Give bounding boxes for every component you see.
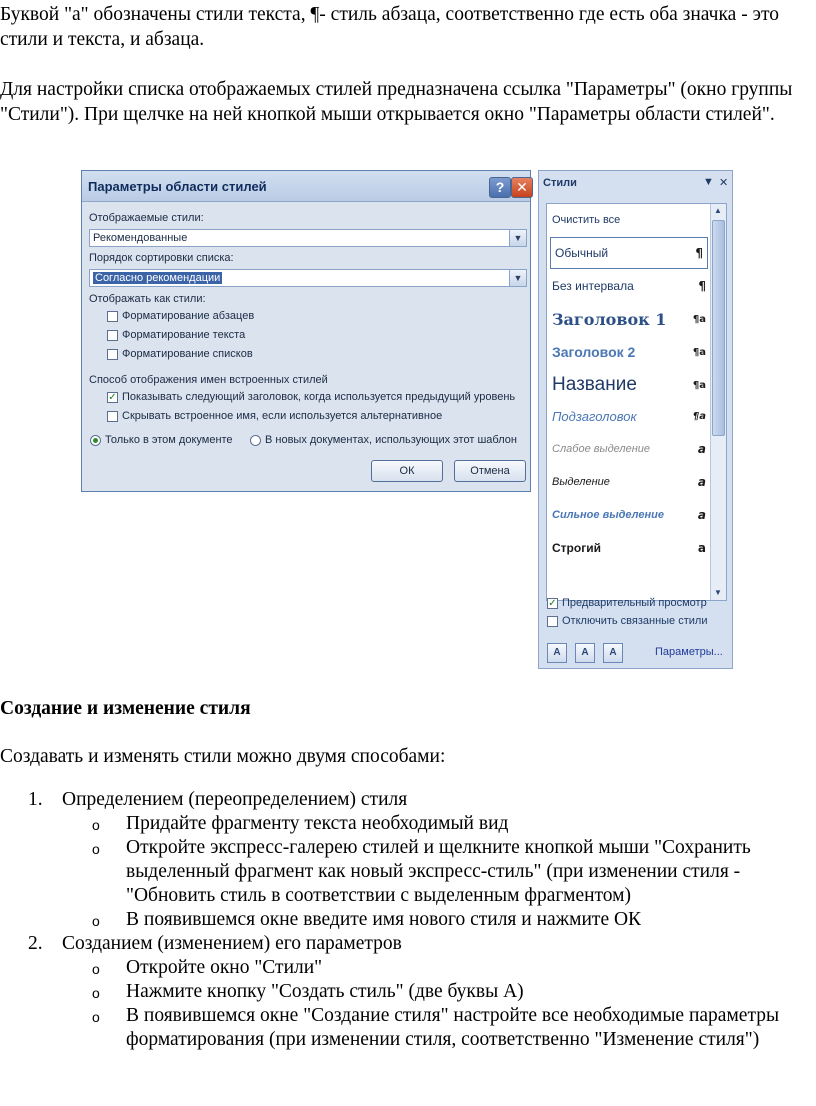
help-button[interactable]: ?	[489, 177, 511, 198]
linked-style-icon: ¶a	[692, 411, 706, 422]
radio-selected-icon[interactable]	[90, 435, 101, 446]
style-strong[interactable]	[552, 541, 706, 555]
intro-paragraph-1: Буквой "a" обозначены стили текста, ¶- стиль абзаца, соответственно где есть оба значка - это стили и текста, и абзаца.	[0, 4, 779, 50]
bullet: o	[92, 1009, 100, 1025]
shown-styles-select[interactable]	[89, 229, 527, 247]
sub-item-text: В появившемся окне "Создание стиля" настройте все необходимые параметры форматирования (при изменении стиля, соответственно "Изменение стиля")	[126, 1005, 780, 1050]
list-number: 2.	[28, 933, 43, 954]
style-label: Обычный	[555, 246, 609, 260]
sub-item-text: Откройте окно "Стили"	[126, 957, 323, 978]
style-label: Строгий	[552, 541, 601, 555]
scroll-down-icon[interactable]: ▼	[714, 588, 722, 597]
style-inspector-icon[interactable]: A	[575, 643, 595, 663]
style-title[interactable]	[552, 374, 706, 396]
builtin-label: Способ отображения имен встроенных стилей	[89, 374, 328, 386]
sub-item-text: В появившемся окне введите имя нового стиля и нажмите ОК	[126, 909, 642, 930]
paragraph-mark-icon: ¶	[695, 246, 703, 260]
list-item	[0, 932, 812, 956]
styles-pane	[538, 170, 733, 669]
sub-item-text: Придайте фрагменту текста необходимый вид	[126, 813, 509, 834]
checkbox-label: Форматирование списков	[122, 348, 253, 360]
style-label: Слабое выделение	[552, 443, 651, 455]
checkbox-icon[interactable]	[547, 616, 558, 627]
chevron-down-icon[interactable]: ▼	[509, 230, 526, 246]
new-style-icon[interactable]: A	[547, 643, 567, 663]
paragraph-mark-icon: ¶	[698, 279, 706, 293]
checkmark-icon[interactable]: ✓	[548, 597, 557, 609]
methods-list	[0, 788, 812, 1052]
character-style-icon: a	[697, 475, 706, 489]
style-no-spacing[interactable]	[552, 279, 706, 293]
sub-list-item	[0, 908, 812, 932]
radio-icon[interactable]	[250, 435, 261, 446]
style-label: Сильное выделение	[552, 509, 664, 521]
sub-list-item	[0, 836, 812, 908]
linked-style-icon: ¶a	[692, 314, 706, 325]
radio-new-documents[interactable]	[250, 434, 517, 446]
close-button[interactable]: ✕	[511, 177, 533, 198]
bullet: o	[92, 913, 100, 929]
section-heading: Создание и изменение стиля	[0, 698, 251, 719]
cancel-button[interactable]: Отмена	[454, 460, 526, 482]
ok-button[interactable]: ОК	[371, 460, 443, 482]
list-number: 1.	[28, 789, 43, 810]
list-item	[0, 788, 812, 812]
show-next-heading-checkbox[interactable]	[107, 391, 515, 403]
sub-list	[0, 956, 812, 1052]
style-intense-emphasis[interactable]	[552, 508, 706, 522]
style-label: Очистить все	[552, 214, 621, 226]
style-normal[interactable]	[550, 237, 708, 269]
sub-item-text: Нажмите кнопку "Создать стиль" (две буквы А)	[126, 981, 524, 1002]
linked-style-icon: ¶a	[692, 346, 706, 358]
sub-list-item	[0, 812, 812, 836]
show-lists-checkbox[interactable]	[107, 348, 253, 360]
pane-close-icon[interactable]: ✕	[719, 177, 729, 189]
bullet: o	[92, 817, 100, 833]
checkbox-label: Предварительный просмотр	[562, 597, 707, 609]
pane-menu-icon[interactable]: ▼	[703, 176, 714, 188]
section-lead: Создавать и изменять стили можно двумя способами:	[0, 746, 446, 767]
bullet: o	[92, 961, 100, 977]
sub-item-text: Откройте экспресс-галерею стилей и щелкните кнопкой мыши "Сохранить выделенный фрагмент как новый экспресс-стиль" (при изменении стиля - "Обновить стиль в соответствии с выделенным фрагментом)	[126, 837, 751, 906]
radio-label: Только в этом документе	[105, 434, 233, 446]
checkbox-label: Показывать следующий заголовок, когда используется предыдущий уровень	[122, 391, 516, 403]
style-clear-all[interactable]	[552, 214, 706, 226]
sort-select[interactable]	[89, 269, 527, 287]
style-label: Без интервала	[552, 279, 634, 293]
checkbox-icon[interactable]	[107, 311, 118, 322]
checkbox-label: Форматирование абзацев	[122, 310, 255, 322]
show-text-checkbox[interactable]	[107, 329, 245, 341]
scroll-thumb[interactable]	[712, 220, 725, 436]
radio-this-document[interactable]	[90, 434, 233, 446]
preview-checkbox[interactable]	[547, 597, 707, 609]
scroll-up-icon[interactable]: ▲	[714, 206, 722, 215]
style-label: Заголовок 2	[552, 344, 636, 360]
linked-style-icon: ¶a	[692, 379, 706, 391]
shown-styles-label: Отображаемые стили:	[89, 212, 204, 224]
show-paragraph-checkbox[interactable]	[107, 310, 254, 322]
sub-list-container	[0, 812, 812, 932]
styles-options-dialog	[81, 170, 531, 492]
chevron-down-icon[interactable]: ▼	[509, 270, 526, 286]
pane-title: Стили	[543, 177, 577, 189]
checkbox-icon[interactable]	[107, 349, 118, 360]
style-heading-1[interactable]	[552, 310, 706, 329]
style-subtle-emphasis[interactable]	[552, 442, 706, 456]
styles-scrollbar[interactable]	[710, 204, 726, 600]
checkbox-icon[interactable]	[107, 330, 118, 341]
sub-list-item	[0, 1004, 812, 1052]
sort-value: Согласно рекомендации	[95, 272, 221, 284]
character-style-icon: a	[697, 508, 706, 522]
dialog-title: Параметры области стилей	[82, 171, 530, 202]
character-style-icon: a	[697, 442, 706, 456]
checkbox-label: Форматирование текста	[122, 329, 246, 341]
style-label: Заголовок 1	[552, 310, 667, 329]
style-subtitle[interactable]	[552, 409, 706, 424]
checkbox-label: Отключить связанные стили	[562, 615, 708, 627]
list-item-text: Созданием (изменением) его параметров	[62, 933, 402, 954]
intro-paragraph-2: Для настройки списка отображаемых стилей предназначена ссылка "Параметры" (окно группы "Стили"). При щелчке на ней кнопкой мыши открывается окно "Параметры области стилей".	[0, 79, 793, 125]
checkbox-label: Скрывать встроенное имя, если используется альтернативное	[122, 410, 443, 422]
options-link[interactable]: Параметры...	[655, 646, 723, 658]
hide-builtin-name-checkbox[interactable]	[107, 410, 442, 422]
bullet: o	[92, 985, 100, 1001]
shown-styles-value: Рекомендованные	[93, 232, 188, 244]
checkmark-icon[interactable]: ✓	[108, 391, 117, 403]
styles-list	[546, 203, 727, 601]
disable-linked-checkbox[interactable]	[547, 615, 707, 627]
sub-list-item	[0, 980, 812, 1004]
sort-label: Порядок сортировки списка:	[89, 252, 234, 264]
manage-styles-icon[interactable]: A	[603, 643, 623, 663]
style-heading-2[interactable]	[552, 344, 706, 360]
style-label: Подзаголовок	[552, 409, 637, 424]
sub-list-container	[0, 956, 812, 1052]
sub-list	[0, 812, 812, 932]
sub-list-item	[0, 956, 812, 980]
bullet: o	[92, 841, 100, 857]
style-label: Название	[552, 374, 637, 395]
pane-toolbar	[547, 643, 623, 663]
style-label: Выделение	[552, 476, 610, 488]
character-style-icon: a	[697, 541, 706, 555]
radio-label: В новых документах, использующих этот шаблон	[265, 434, 517, 446]
show-as-label: Отображать как стили:	[89, 293, 206, 305]
list-item-text: Определением (переопределением) стиля	[62, 789, 408, 810]
checkbox-icon[interactable]	[107, 411, 118, 422]
style-emphasis[interactable]	[552, 475, 706, 489]
